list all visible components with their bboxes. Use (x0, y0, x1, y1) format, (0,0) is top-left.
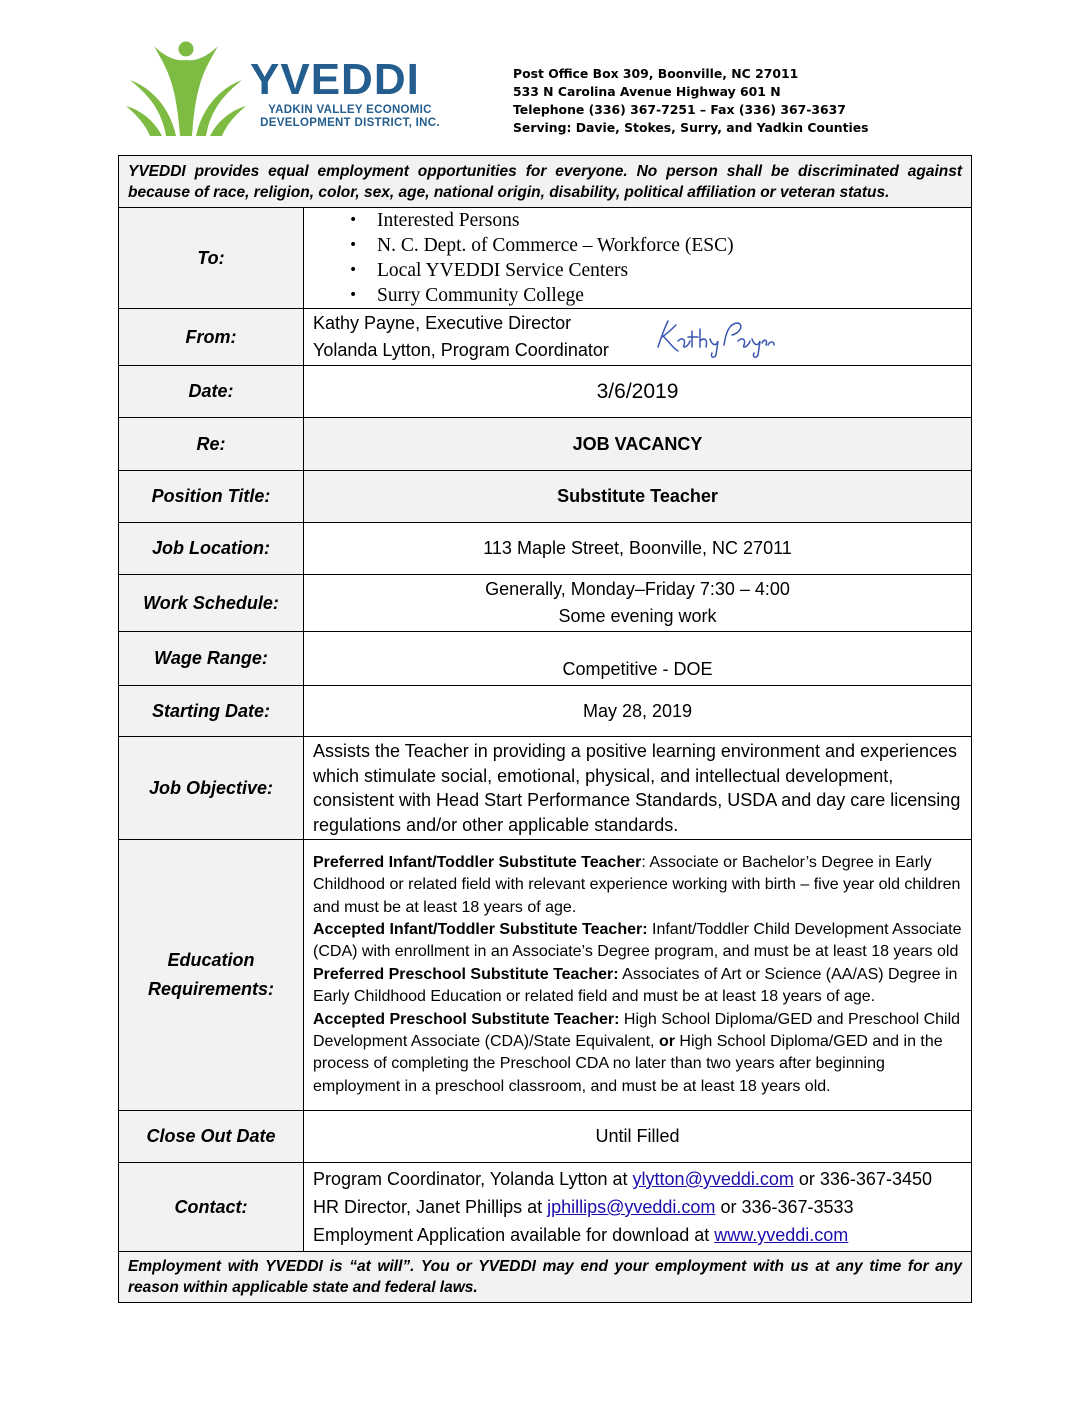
close-row (119, 1111, 972, 1163)
wage-range-label: Wage Range: (119, 632, 304, 686)
email-link-jphillips[interactable]: jphillips@yveddi.com (547, 1197, 716, 1217)
contact-phone: or 336-367-3533 (715, 1197, 854, 1217)
email-link-ylytton[interactable]: ylytton@yveddi.com (632, 1169, 794, 1189)
organization-address (513, 65, 869, 137)
logo-subtitle-line2: DEVELOPMENT DISTRICT, INC. (260, 117, 440, 129)
education-text: High School Diploma/GED and in the process of completing the Preschool CDA no later than two years after beginning employment in a preschool classroom, and must be at least 18 years old. (313, 1033, 943, 1095)
start-row (119, 686, 972, 737)
list-item: • N. C. Dept. of Commerce – Workforce (ESC) (349, 233, 971, 258)
objective-row (119, 737, 972, 840)
from-row (119, 309, 972, 366)
signature-icon (652, 315, 777, 361)
date-value: 3/6/2019 (304, 366, 972, 418)
starting-date-value: May 28, 2019 (304, 686, 972, 737)
job-objective-value: Assists the Teacher in providing a positive learning environment and experiences which stimulate social, emotional, physical, and intellectual development, consistent with Head Start Performance Standards, USDA and day care licensing regulations and/or other applicable standards. (304, 737, 972, 840)
education-title: Accepted Preschool Substitute Teacher: (313, 1010, 620, 1028)
contact-line (313, 1165, 962, 1193)
contact-label: Contact: (119, 1163, 304, 1252)
logo-figure-icon (126, 40, 250, 138)
logo-name: YVEDDI (250, 55, 420, 104)
education-text: Infant/Toddler Child Development Associate (CDA) with enrollment in an Associate’s Degree program, and must be at least 18 years old (313, 920, 962, 961)
list-item: • Interested Persons (349, 208, 971, 233)
close-out-date-label: Close Out Date (119, 1111, 304, 1163)
recipients-list (304, 208, 971, 308)
address-line: Serving: Davie, Stokes, Surry, and Yadkin Counties (513, 120, 869, 135)
address-line: Telephone (336) 367-7251 – Fax (336) 367-3637 (513, 102, 846, 117)
schedule-line: Some evening work (558, 606, 717, 626)
re-label: Re: (119, 418, 304, 471)
logo-subtitle-line1: YADKIN VALLEY ECONOMIC (268, 104, 432, 116)
website-link[interactable]: www.yveddi.com (714, 1225, 849, 1245)
wage-row (119, 632, 972, 686)
from-label: From: (119, 309, 304, 366)
re-row (119, 418, 972, 471)
position-title-value: Substitute Teacher (304, 471, 972, 523)
close-out-date-value: Until Filled (304, 1111, 972, 1163)
contact-text: HR Director, Janet Phillips at (313, 1197, 548, 1217)
education-row (119, 840, 972, 1111)
contact-line (313, 1193, 962, 1221)
education-paragraph (313, 964, 962, 1009)
address-line: 533 N Carolina Avenue Highway 601 N (513, 84, 781, 99)
list-item: • Surry Community College (349, 283, 971, 308)
date-row (119, 366, 972, 418)
education-label-line2: Requirements: (147, 979, 275, 999)
re-value: JOB VACANCY (304, 418, 972, 471)
starting-date-label: Starting Date: (119, 686, 304, 737)
schedule-row (119, 575, 972, 632)
contact-text: Program Coordinator, Yolanda Lytton at (313, 1169, 633, 1189)
wage-range-value: Competitive - DOE (304, 632, 972, 686)
contact-phone: or 336-367-3450 (793, 1169, 932, 1189)
education-text: Associates of Art or Science (AA/AS) Degree in Early Childhood Education or related field and must be at least 18 years of age. (313, 965, 958, 1006)
education-paragraph (313, 919, 962, 964)
education-paragraph (313, 1009, 962, 1099)
position-row (119, 471, 972, 523)
education-text: : Associate or Bachelor’s Degree in Early Childhood or related field with relevant experience working with birth – five year old children and must be at least 18 years of age. (313, 853, 961, 916)
at-will-notice: Employment with YVEDDI is “at will”. You or YVEDDI may end your employment with us at any time for any reason within applicable state and federal laws. (119, 1252, 972, 1303)
education-title: Accepted Infant/Toddler Substitute Teacher: (313, 920, 648, 938)
job-location-label: Job Location: (119, 523, 304, 575)
position-title-label: Position Title: (119, 471, 304, 523)
contact-text: Employment Application available for download at (313, 1225, 715, 1245)
equal-opportunity-notice: YVEDDI provides equal employment opportunities for everyone. No person shall be discriminated against because of race, religion, color, sex, age, national origin, disability, political affiliation or veteran status. (119, 156, 972, 208)
from-line: Yolanda Lytton, Program Coordinator (313, 340, 609, 360)
contact-row (119, 1163, 972, 1252)
work-schedule-label: Work Schedule: (119, 575, 304, 632)
location-row (119, 523, 972, 575)
address-line: Post Office Box 309, Boonville, NC 27011 (513, 66, 799, 81)
to-label: To: (119, 208, 304, 309)
education-or: or (658, 1033, 675, 1051)
date-label: Date: (119, 366, 304, 418)
education-requirements-label (119, 840, 304, 1111)
to-row (119, 208, 972, 309)
logo-subtitle (250, 104, 450, 130)
logo-text (250, 55, 450, 130)
from-value (304, 309, 972, 366)
yveddi-logo (126, 40, 456, 140)
to-value (304, 208, 972, 309)
contact-value (304, 1163, 972, 1252)
list-item: • Local YVEDDI Service Centers (349, 258, 971, 283)
education-title: Preferred Infant/Toddler Substitute Teacher (313, 853, 642, 871)
work-schedule-value (304, 575, 972, 632)
education-title: Preferred Preschool Substitute Teacher: (313, 965, 619, 983)
job-location-value: 113 Maple Street, Boonville, NC 27011 (304, 523, 972, 575)
education-requirements-value (304, 840, 972, 1111)
contact-line (313, 1221, 962, 1249)
schedule-line: Generally, Monday–Friday 7:30 – 4:00 (485, 579, 790, 599)
education-paragraph (313, 852, 962, 919)
from-line: Kathy Payne, Executive Director (313, 313, 572, 333)
job-vacancy-table (118, 155, 972, 1303)
education-label-line1: Education (167, 950, 255, 970)
job-objective-label: Job Objective: (119, 737, 304, 840)
education-text: High School Diploma/GED and Preschool Child Development Associate (CDA)/State Equivalent, (313, 1010, 961, 1051)
